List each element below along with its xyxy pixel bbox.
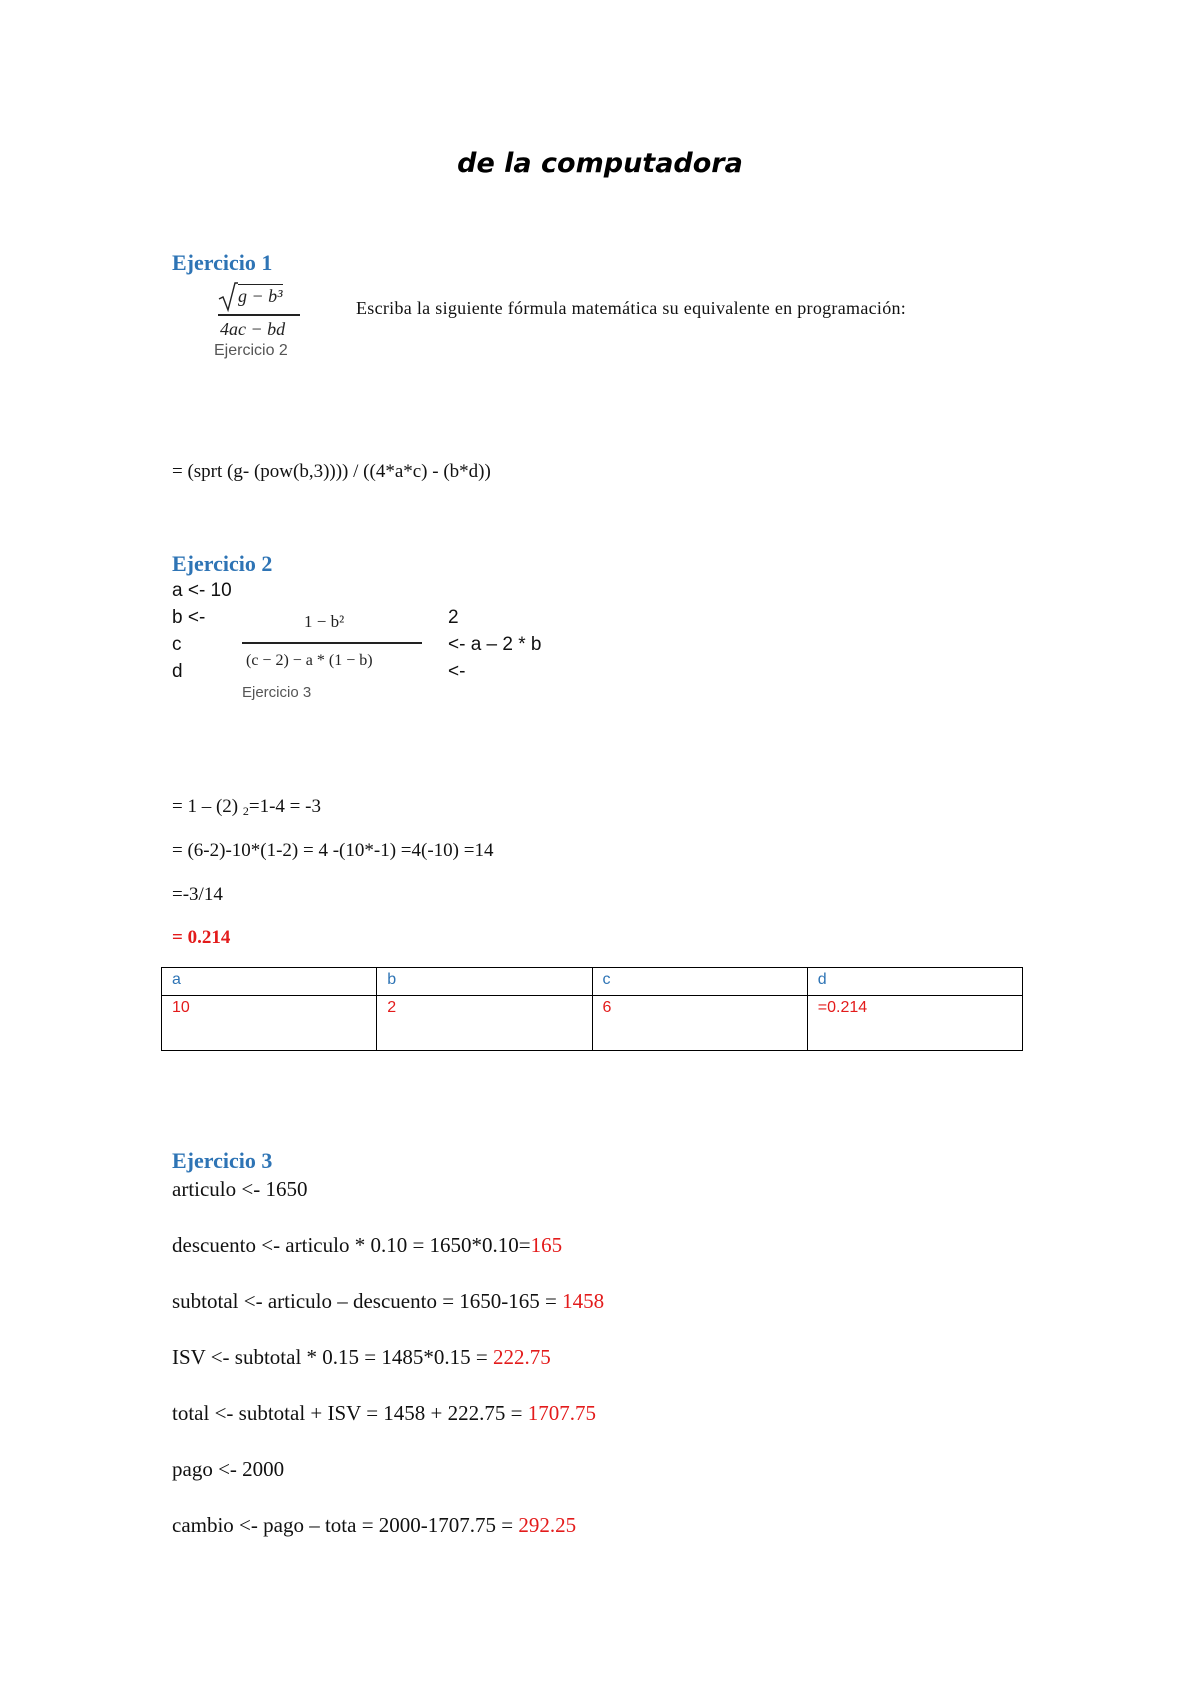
table-cell-d: =0.214 — [807, 996, 1022, 1051]
table-cell-b: 2 — [377, 996, 592, 1051]
ejercicio-2-heading: Ejercicio 2 — [172, 551, 273, 576]
ejercicio-2-calc-3: =-3/14 — [172, 884, 223, 905]
ejercicio-3-line — [172, 1513, 576, 1538]
ejercicio-1-heading: Ejercicio 1 — [172, 250, 273, 275]
formula-denominator: 4ac − bd — [220, 319, 286, 339]
ejercicio-2-right-3: <- — [448, 661, 466, 682]
ejercicio-3-line — [172, 1345, 551, 1370]
fraction-bar — [242, 642, 422, 644]
line-result: 1458 — [562, 1289, 605, 1313]
ejercicio-2-line-c: c — [172, 634, 182, 655]
ejercicio-3-line — [172, 1177, 307, 1202]
square-root-icon — [218, 282, 238, 312]
ejercicio-3-line — [172, 1233, 562, 1258]
line-text: ISV <- subtotal * 0.15 = 1485*0.15 = — [172, 1345, 493, 1369]
table-header-row — [162, 968, 1023, 996]
ejercicio-2-calc-1 — [172, 796, 321, 819]
calc-1-exponent: 2 — [242, 804, 249, 818]
ejercicio-2-line-d: d — [172, 661, 183, 682]
line-text: pago <- 2000 — [172, 1457, 285, 1481]
line-text: articulo <- 1650 — [172, 1177, 308, 1201]
line-result: 165 — [530, 1233, 563, 1257]
ejercicio-1-answer: = (sprt (g- (pow(b,3)))) / ((4*a*c) - (b*d)) — [172, 461, 491, 482]
ejercicio-3-line — [172, 1401, 596, 1426]
table-cell-c: 6 — [592, 996, 807, 1051]
ejercicio-2-line-a: a <- 10 — [172, 580, 232, 601]
ejercicio-1-instruction: Escriba la siguiente fórmula matemática su equivalente en programación: — [356, 298, 907, 318]
line-result: 222.75 — [492, 1345, 551, 1369]
cropped-caption: Ejercicio 2 — [214, 342, 288, 359]
table-header-a: a — [162, 968, 377, 996]
line-text: total <- subtotal + ISV = 1458 + 222.75 = — [172, 1401, 528, 1425]
ejercicio-3-heading: Ejercicio 3 — [172, 1148, 273, 1173]
ejercicio-2-right-1: 2 — [448, 607, 459, 628]
table-header-b: b — [377, 968, 592, 996]
table-row — [162, 996, 1023, 1051]
line-result: 292.25 — [518, 1513, 577, 1537]
ejercicio-1-formula-image — [214, 280, 304, 359]
ejercicio-2-right-2: <- a – 2 * b — [448, 634, 542, 655]
formula-numerator: g − b³ — [238, 286, 283, 306]
ejercicio-2-calc-2: = (6-2)-10*(1-2) = 4 -(10*-1) =4(-10) =14 — [172, 840, 494, 861]
variables-table — [161, 967, 1023, 1051]
line-text: descuento <- articulo * 0.10 = 1650*0.10= — [172, 1233, 531, 1257]
line-text: subtotal <- articulo – descuento = 1650-165 = — [172, 1289, 563, 1313]
page-title: de la computadora — [457, 148, 743, 179]
fraction-bar — [218, 314, 300, 316]
formula-denominator: (c − 2) − a * (1 − b) — [246, 652, 373, 669]
calc-1-main: = 1 – (2) — [172, 796, 243, 817]
ejercicio-2-formula-image — [238, 612, 428, 701]
line-result: 1707.75 — [527, 1401, 596, 1425]
cropped-caption: Ejercicio 3 — [242, 684, 312, 701]
table-cell-a: 10 — [162, 996, 377, 1051]
ejercicio-2-result: = 0.214 — [172, 927, 231, 948]
ejercicio-3-line — [172, 1457, 284, 1482]
table-header-d: d — [807, 968, 1022, 996]
ejercicio-2-line-b: b <- — [172, 607, 206, 628]
table-header-c: c — [592, 968, 807, 996]
ejercicio-3-line — [172, 1289, 604, 1314]
calc-1-rest: =1-4 = -3 — [248, 796, 321, 817]
formula-numerator: 1 − b² — [304, 612, 345, 631]
line-text: cambio <- pago – tota = 2000-1707.75 = — [172, 1513, 519, 1537]
